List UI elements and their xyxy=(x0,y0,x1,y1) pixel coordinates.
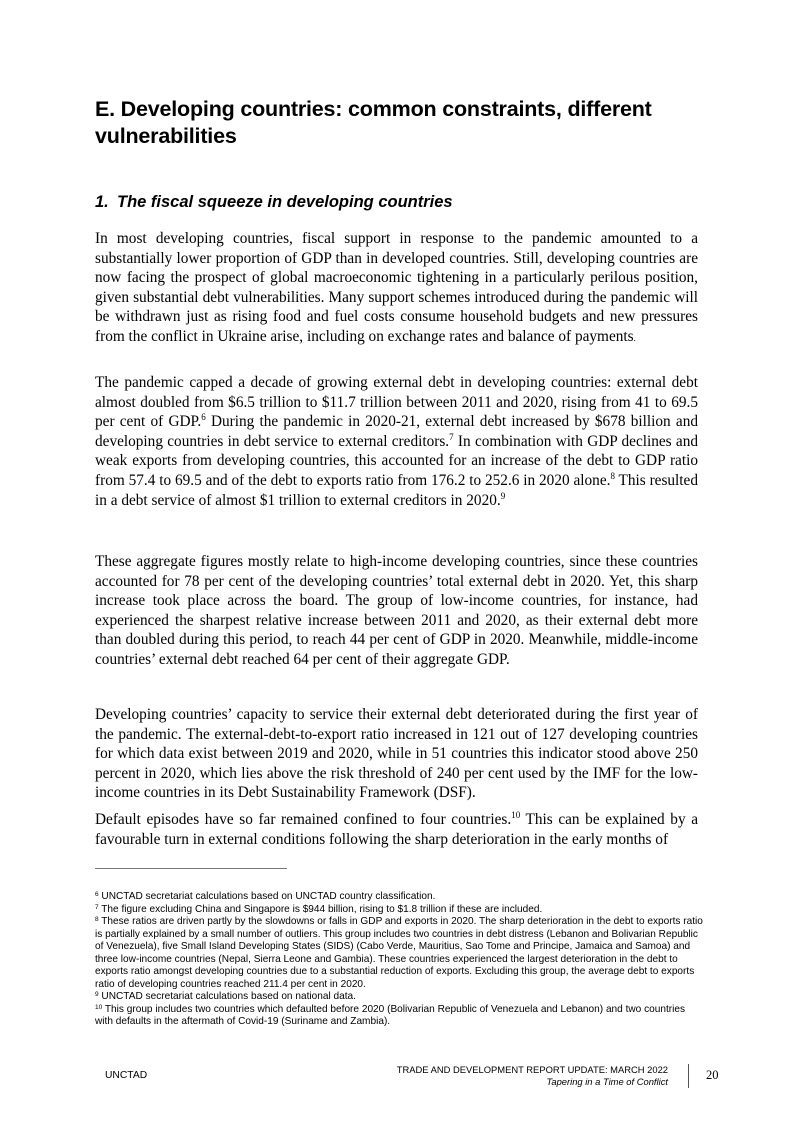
footnote-ref-6[interactable]: 6 xyxy=(201,412,206,423)
subsection-title xyxy=(95,191,715,213)
footnote-ref-7[interactable]: 7 xyxy=(449,431,454,442)
paragraph-text: In most developing countries, fiscal support in response to the pandemic amounted to a substantially lower proportion of GDP than in developed countries. Still, developing countries are now facing the prospect of global macroeconomic tightening in a particularly perilous position, given substantial debt vulnerabilities. Many support schemes introduced during the pandemic will be withdrawn just as rising food and fuel costs consume household budgets and new pressures from the conflict in Ukraine arise, including on exchange rates and balance of payments xyxy=(95,230,698,345)
footnote-text: UNCTAD secretariat calculations based on national data. xyxy=(98,991,356,1002)
footnote-10 xyxy=(95,1004,705,1029)
footnote-9 xyxy=(95,991,705,1004)
paragraph-text: This resulted in a debt service of almost $1 trillion to external creditors in 2020. xyxy=(95,471,698,509)
footnote-8 xyxy=(95,916,705,991)
footer-report-info xyxy=(397,1064,668,1088)
footnote-number: 10 xyxy=(95,1003,103,1011)
paragraph-debt-capacity: Developing countries’ capacity to service their external debt deteriorated during the first year of the pandemic. The external-debt-to-export ratio increased in 121 out of 127 developing countries for which data exist between 2019 and 2020, while in 51 countries this indicator stood above 250 percent in 2020, which lies above the risk threshold of 240 per cent used by the IMF for the low-income countries in its Debt Sustainability Framework (DSF). xyxy=(95,706,698,802)
page-number: 20 xyxy=(706,1068,719,1082)
footnote-text: UNCTAD secretariat calculations based on UNCTAD country classification. xyxy=(98,891,436,902)
footnote-ref-8[interactable]: 8 xyxy=(610,470,615,481)
footnotes xyxy=(95,891,705,1029)
subsection-number: 1. xyxy=(95,193,109,211)
footnote-divider xyxy=(95,868,287,869)
footnote-number: 6 xyxy=(95,891,99,898)
footnote-7 xyxy=(95,904,705,917)
footnote-ref-9[interactable]: 9 xyxy=(500,490,506,501)
footer-report-subtitle: Tapering in a Time of Conflict xyxy=(546,1076,668,1087)
paragraph-text: This can be explained by a favourable turn in external conditions following the sharp deterioration in the early months of xyxy=(95,811,698,848)
footer-report-title: TRADE AND DEVELOPMENT REPORT UPDATE: MARCH 2022 xyxy=(396,1064,668,1075)
paragraph-text: The pandemic capped a decade of growing external debt in developing countries: external debt almost doubled from $6.5 trillion to $11.7 trillion between 2011 and 2020, rising from 41 to 69.5 per cent of GDP. xyxy=(95,374,698,431)
paragraph-aggregate-figures: These aggregate figures mostly relate to high-income developing countries, since these countries accounted for 78 per cent of the developing countries’ total external debt in 2020. Yet, this sharp increase took place across the board. The group of low-income countries, for instance, had experienced the sharpest relative increase between 2011 and 2020, as their external debt more than doubled during this period, to reach 44 per cent of GDP in 2020. Meanwhile, middle-income countries’ external debt reached 64 per cent of their aggregate GDP. xyxy=(95,553,698,668)
paragraph-default-episodes xyxy=(95,810,698,849)
footnote-number: 7 xyxy=(95,903,99,911)
footer-organization: UNCTAD xyxy=(105,1070,148,1081)
paragraph-text: Default episodes have so far remained confined to four countries. xyxy=(95,811,512,828)
footnote-6 xyxy=(95,891,705,904)
paragraph-text: In combination with GDP declines and weak exports from developing countries, this accounted for an increase of the debt to GDP ratio from 57.4 to 69.5 and of the debt to exports ratio from 176.2 to 252.6 in 2020 alone. xyxy=(95,432,699,489)
footnote-number: 8 xyxy=(95,916,99,923)
footnote-text: The figure excluding China and Singapore is $944 billion, rising to $1.8 trillion if these are included. xyxy=(98,903,543,915)
footnote-number: 9 xyxy=(95,991,99,998)
paragraph-text: During the pandemic in 2020-21, external debt increased by $678 billion and developing countries in debt service to external creditors. xyxy=(95,413,698,450)
paragraph-external-debt xyxy=(95,373,698,510)
footer-separator xyxy=(688,1064,689,1088)
section-title: E. Developing countries: common constraints, different vulnerabilities xyxy=(95,97,652,148)
footnote-text: These ratios are driven partly by the slowdowns or falls in GDP and exports in 2020. The sharp deterioration in the debt to exports ratio is partially explained by a small number of outliers. This group includes two countries in debt distress (Lebanon and Bolivarian Republic of Venezuela), five Small Island Developing States (SIDS) (Cabo Verde, Mauritius, Sao Tome and Principe, Jamaica and Samoa) and three low-income countries (Nepal, Sierra Leone and Gambia). These countries experienced the largest deterioration in the debt to exports ratio amongst developing countries due to a substantial reduction of exports. Excluding this group, the average debt to exports ratio of developing countries reached 211.4 per cent in 2020. xyxy=(95,916,703,990)
footnote-text: This group includes two countries which defaulted before 2020 (Bolivarian Republic of Venezuela and Lebanon) and two countries with defaults in the aftermath of Covid-19 (Suriname and Zambia). xyxy=(95,1003,686,1027)
footnote-ref-10[interactable]: 10 xyxy=(511,810,521,820)
subsection-title-text: The fiscal squeeze in developing countries xyxy=(117,193,453,211)
paragraph-end: . xyxy=(633,332,636,343)
paragraph-fiscal-support xyxy=(95,229,698,349)
